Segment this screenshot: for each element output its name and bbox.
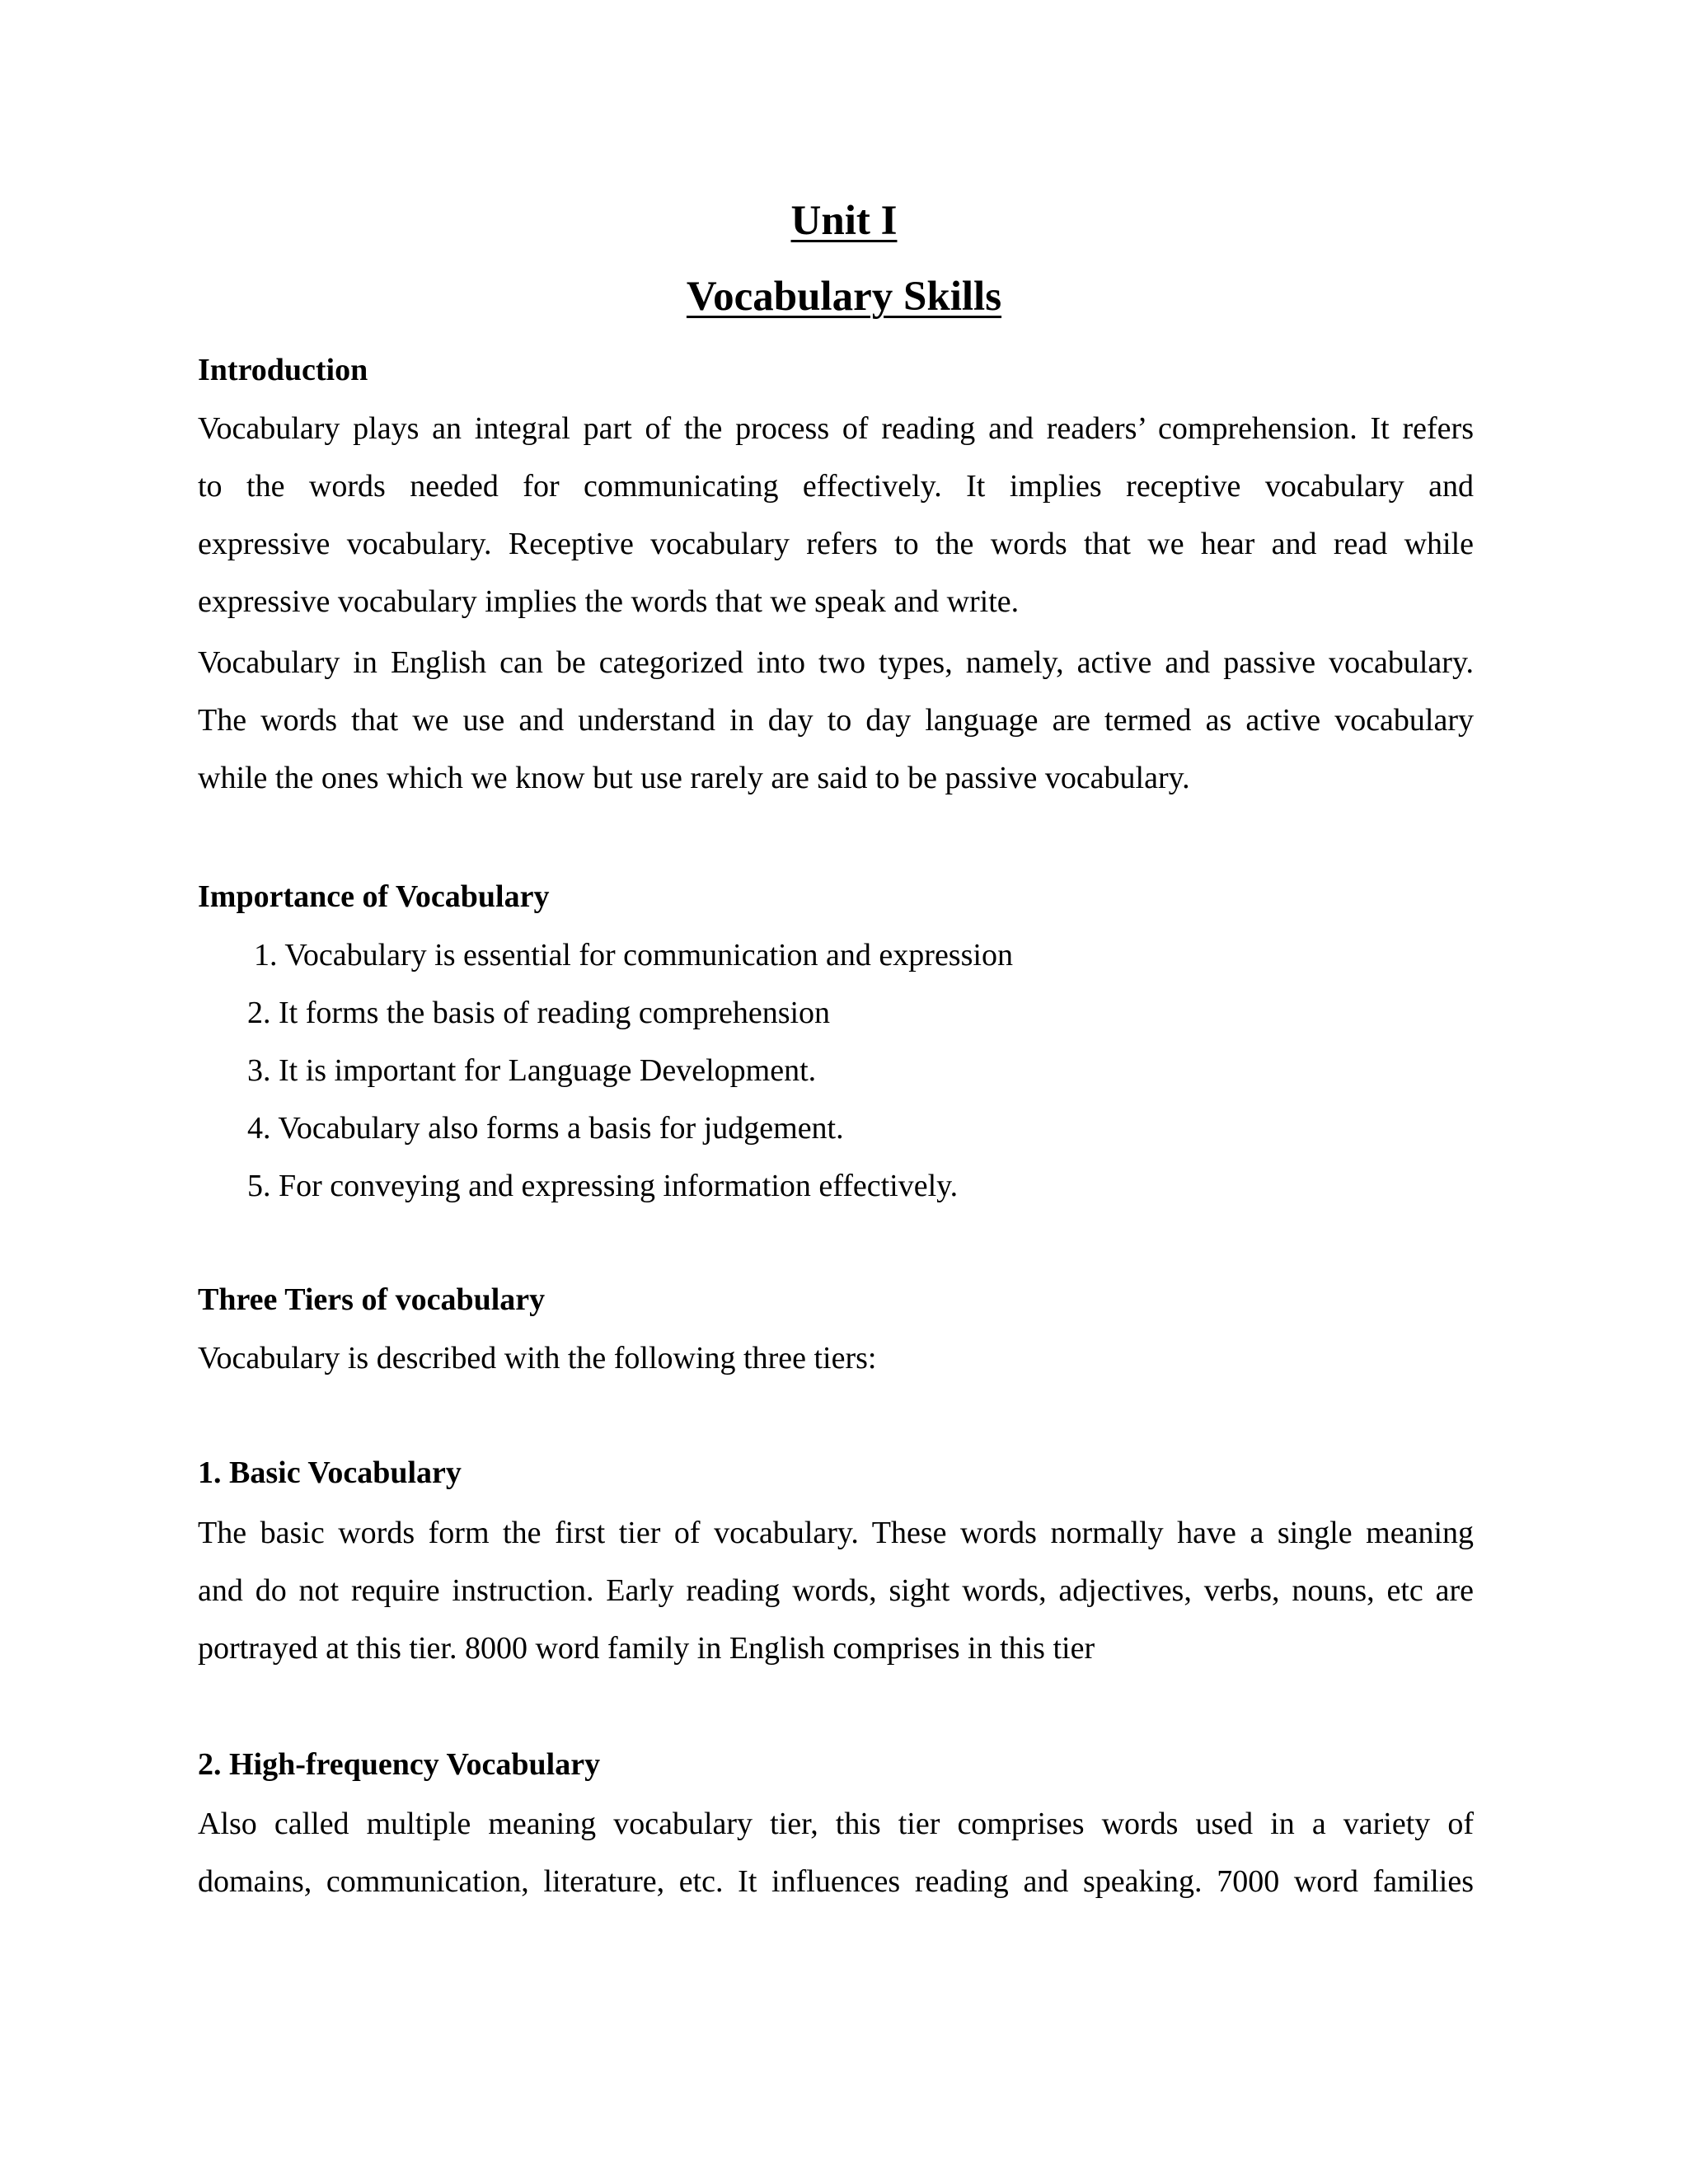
intro-p1-line-4: expressive vocabulary implies the words that we speak and write. bbox=[198, 584, 1020, 619]
intro-p1-line-3: expressive vocabulary. Receptive vocabulary refers to the words that we hear and read while bbox=[198, 527, 1474, 561]
intro-p2-line-1: Vocabulary in English can be categorized into two types, namely, active and passive vocabulary. bbox=[198, 645, 1474, 680]
high-frequency-line-2: domains, communication, literature, etc. It influences reading and speaking. 7000 word families bbox=[198, 1864, 1474, 1899]
importance-heading: Importance of Vocabulary bbox=[198, 879, 550, 914]
chapter-title: Vocabulary Skills bbox=[686, 274, 1002, 320]
basic-vocabulary-heading: 1. Basic Vocabulary bbox=[198, 1455, 462, 1490]
list-item: 5. For conveying and expressing information effectively. bbox=[247, 1169, 959, 1203]
basic-line-2: and do not require instruction. Early reading words, sight words, adjectives, verbs, nouns, etc are bbox=[198, 1573, 1474, 1608]
intro-p2-line-3: while the ones which we know but use rarely are said to be passive vocabulary. bbox=[198, 761, 1190, 795]
basic-line-3: portrayed at this tier. 8000 word family in English comprises in this tier bbox=[198, 1631, 1095, 1666]
list-item: 3. It is important for Language Development. bbox=[247, 1053, 817, 1088]
introduction-heading: Introduction bbox=[198, 353, 368, 387]
list-item: 2. It forms the basis of reading comprehension bbox=[247, 996, 831, 1030]
unit-title: Unit I bbox=[790, 198, 898, 244]
intro-p2-line-2: The words that we use and understand in day to day language are termed as active vocabulary bbox=[198, 703, 1474, 738]
high-frequency-line-1: Also called multiple meaning vocabulary tier, this tier comprises words used in a variety of bbox=[198, 1807, 1474, 1841]
intro-p1-line-2: to the words needed for communicating effectively. It implies receptive vocabulary and bbox=[198, 469, 1474, 504]
three-tiers-intro: Vocabulary is described with the following three tiers: bbox=[198, 1341, 877, 1376]
three-tiers-heading: Three Tiers of vocabulary bbox=[198, 1282, 546, 1317]
intro-p1-line-1: Vocabulary plays an integral part of the process of reading and readers’ comprehension. It refers bbox=[198, 411, 1474, 446]
high-frequency-heading: 2. High-frequency Vocabulary bbox=[198, 1747, 601, 1782]
list-item: 4. Vocabulary also forms a basis for judgement. bbox=[247, 1111, 844, 1146]
basic-line-1: The basic words form the first tier of vocabulary. These words normally have a single meaning bbox=[198, 1516, 1474, 1550]
list-item: 1. Vocabulary is essential for communication and expression bbox=[254, 938, 1013, 972]
